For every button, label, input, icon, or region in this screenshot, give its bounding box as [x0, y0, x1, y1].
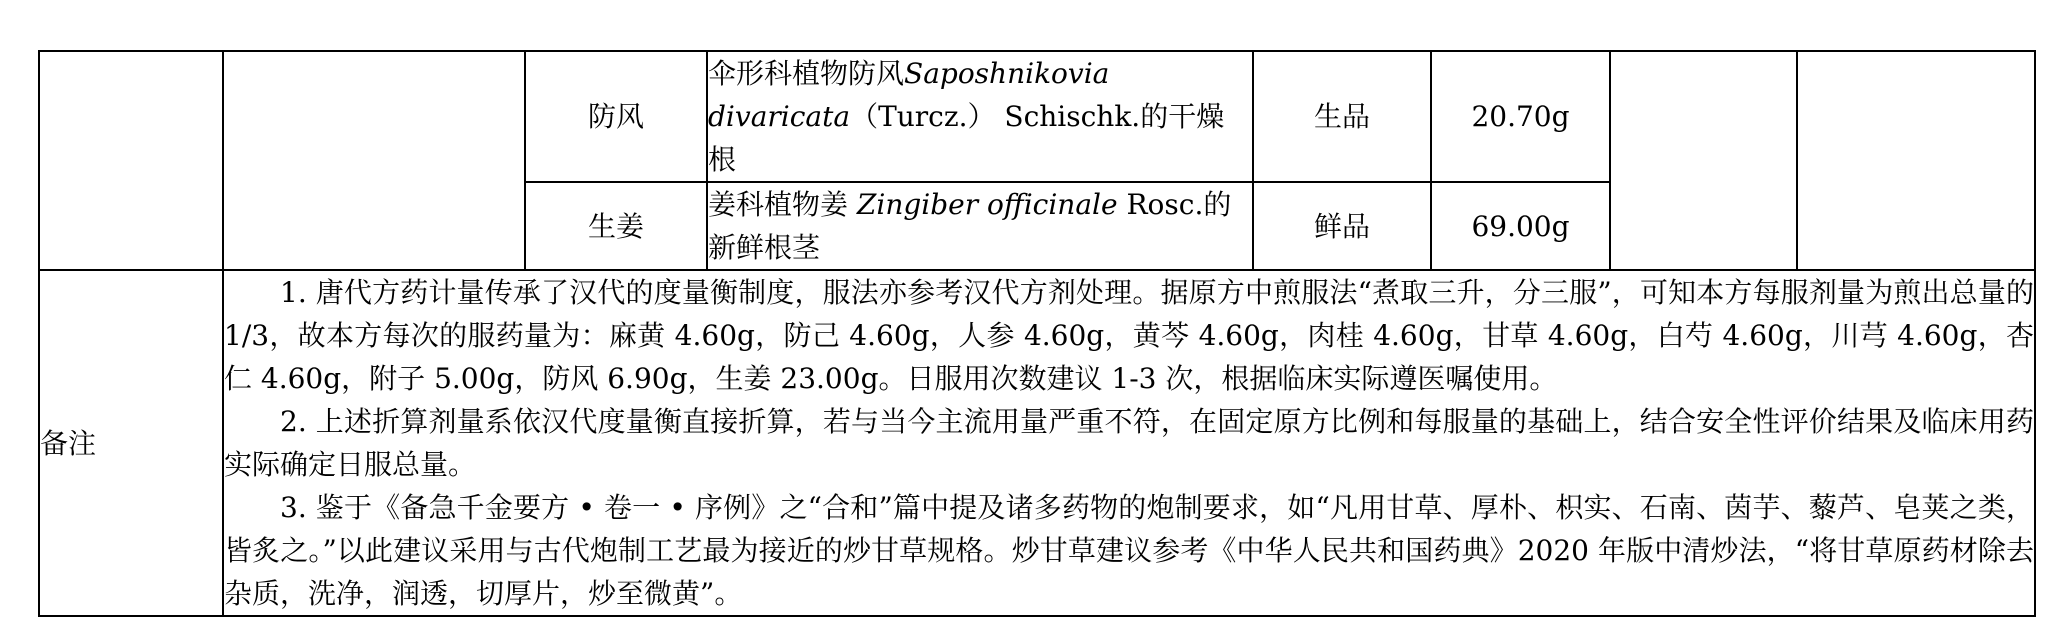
notes-row — [39, 270, 2035, 616]
herb-description-cell — [707, 51, 1253, 182]
empty-cell — [223, 51, 525, 270]
herb-table — [38, 50, 2036, 617]
herb-latin-name: Saposhnikovia divaricata — [708, 57, 1110, 133]
note-paragraph: 2. 上述折算剂量系依汉代度量衡直接折算，若与当今主流用量严重不符，在固定原方比例和每服量的基础上，结合安全性评价结果及临床用药实际确定日服总量。 — [224, 405, 2034, 481]
note-paragraph: 3. 鉴于《备急千金要方 • 卷一 • 序例》之“合和”篇中提及诸多药物的炮制要求，如“凡用甘草、厚朴、枳实、石南、茵芋、藜芦、皂荚之类，皆炙之。”以此建议采用与古代炮制工艺最为接近的炒甘草规格。炒甘草建议参考《中华人民共和国药典》2020 年版中清炒法，“将甘草原药材除去杂质，洗净，润透，切厚片，炒至微黄”。 — [224, 491, 2034, 610]
herb-description-cell — [707, 182, 1253, 270]
herb-name-cell: 防风 — [525, 51, 707, 182]
herb-dose-cell: 20.70g — [1431, 51, 1610, 182]
note-paragraph: 1. 唐代方药计量传承了汉代的度量衡制度，服法亦参考汉代方剂处理。据原方中煎服法“煮取三升，分三服”，可知本方每服剂量为煎出总量的 1/3，故本方每次的服药量为：麻黄 4.60g，防己 4.60g，人参 4.60g，黄芩 4.60g，肉桂 4.60g，甘草 4.60g，白芍 4.60g，川芎 4.60g，杏仁 4.60g，附子 5.00g，防风 6.90g，生姜 23.00g。日服用次数建议 1-3 次，根据临床实际遵医嘱使用。 — [224, 276, 2034, 395]
notes-body — [223, 270, 2035, 616]
herb-form-cell: 生品 — [1253, 51, 1431, 182]
notes-label: 备注 — [39, 270, 223, 616]
herb-description-text: Rosc.的新鲜根茎 — [708, 188, 1232, 264]
herb-name-cell: 生姜 — [525, 182, 707, 270]
herb-description-text: （Turcz.） Schischk.的干燥根 — [708, 100, 1225, 176]
herb-description-text: 伞形科植物防风 — [708, 57, 905, 90]
herb-form-cell: 鲜品 — [1253, 182, 1431, 270]
herb-latin-name: Zingiber officinale — [856, 188, 1118, 221]
herb-dose-cell: 69.00g — [1431, 182, 1610, 270]
empty-cell — [1610, 51, 1797, 270]
empty-cell — [39, 51, 223, 270]
herb-description-text: 姜科植物姜 — [708, 188, 857, 221]
empty-cell — [1797, 51, 2035, 270]
table-row — [39, 51, 2035, 182]
